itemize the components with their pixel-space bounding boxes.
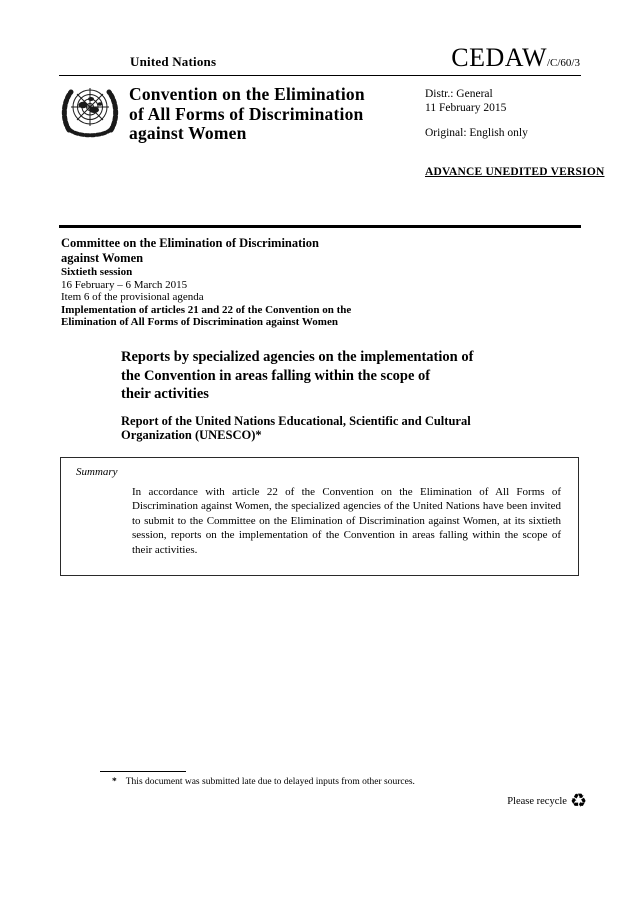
advance-unedited-notice: ADVANCE UNEDITED VERSION — [425, 166, 605, 178]
report-subtitle-line: Report of the United Nations Educational, Scientific and Cultural — [121, 414, 471, 428]
agenda-title — [61, 304, 351, 329]
summary-box — [60, 457, 579, 576]
doc-symbol-main: CEDAW — [451, 43, 547, 72]
session-block — [61, 236, 351, 329]
report-title-line: their activities — [121, 386, 209, 402]
committee-name-line: against Women — [61, 250, 144, 265]
recycle-label: Please recycle — [507, 796, 567, 807]
agenda-title-line: Implementation of articles 21 and 22 of the Convention on the — [61, 303, 352, 316]
recycle-notice — [507, 792, 587, 811]
committee-name — [61, 236, 351, 265]
report-subtitle — [121, 414, 471, 442]
doc-symbol — [451, 43, 580, 73]
report-title — [121, 348, 473, 404]
session-dates: 16 February – 6 March 2015 — [61, 278, 188, 291]
summary-body: In accordance with article 22 of the Convention on the Elimination of All Forms of Discrimination against Women, the specialized agencies of the United Nations have been invited to submit to the Committee on the Elimination of Discrimination against Women, at its sixtieth session, reports on the implementation of the Convention in areas falling within the scope of their activities. — [132, 486, 561, 556]
report-title-line: the Convention in areas falling within the scope of — [121, 367, 431, 384]
recycle-icon: ♻ — [569, 791, 587, 812]
distribution-info — [425, 88, 506, 115]
masthead-rule — [59, 75, 581, 76]
convention-title — [129, 85, 365, 144]
org-name: United Nations — [130, 54, 217, 69]
original-language-line: Original: English only — [425, 127, 528, 139]
agenda-item: Item 6 of the provisional agenda — [61, 291, 204, 303]
footnote-text: This document was submitted late due to delayed inputs from other sources. — [125, 777, 415, 787]
doc-symbol-suffix: /C/60/3 — [546, 57, 580, 69]
report-subtitle-line: Organization (UNESCO)* — [121, 428, 262, 442]
section-rule — [59, 225, 581, 228]
session-name: Sixtieth session — [61, 266, 133, 278]
report-title-line: Reports by specialized agencies on the implementation of — [121, 349, 474, 365]
footnote — [112, 777, 415, 787]
committee-name-line: Committee on the Elimination of Discrimination — [61, 236, 319, 250]
agenda-title-line: Elimination of All Forms of Discrimination against Women — [61, 316, 338, 328]
convention-title-line: of All Forms of Discrimination — [129, 103, 364, 124]
footnote-rule — [100, 771, 186, 772]
summary-label: Summary — [76, 466, 118, 478]
distr-line: Distr.: General — [425, 88, 493, 100]
footnote-marker: * — [112, 777, 117, 787]
un-emblem-icon — [58, 82, 122, 145]
date-line: 11 February 2015 — [425, 101, 507, 114]
convention-title-line: against Women — [129, 123, 247, 143]
convention-title-line: Convention on the Elimination — [129, 84, 365, 104]
